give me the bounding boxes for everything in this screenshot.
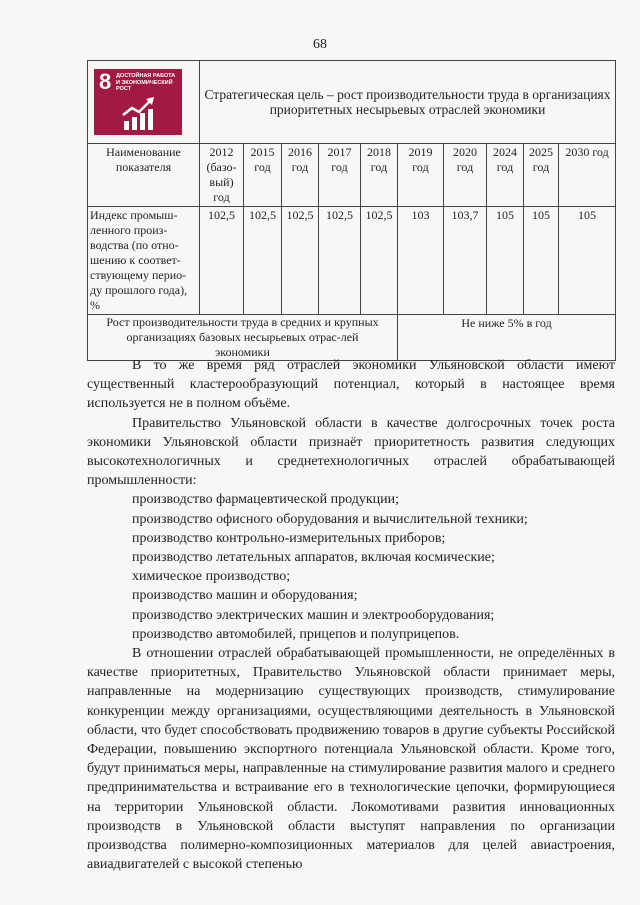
year-header: 2025 год [524, 144, 559, 207]
list-item: производство фармацевтической продукции; [132, 492, 400, 508]
year-header: 2017 год [319, 144, 361, 207]
value-cell: 103,7 [444, 207, 487, 315]
body-text [87, 356, 615, 874]
row-label: Индекс промыш-ленного произ-водства (по отно-шению к соответ-ствующему перио-ду прошлого года), % [88, 207, 200, 315]
list-item: производство офисного оборудования и вычислительной техники; [132, 511, 528, 527]
page-number: 68 [313, 37, 327, 52]
sdg-8-logo [94, 69, 182, 135]
value-cell: 105 [487, 207, 524, 315]
sdg-number: 8 [99, 69, 112, 94]
year-header: 2019 год [398, 144, 444, 207]
sdg-logo-cell [88, 61, 200, 144]
year-header: 2012 (базо-вый) год [200, 144, 244, 207]
header-indicator-label: Наименование показателя [88, 144, 200, 207]
list-item: производство контрольно-измерительных приборов; [132, 530, 446, 546]
sdg-label: ДОСТОЙНАЯ РАБОТА И ЭКОНОМИЧЕСКИЙ РОСТ [116, 73, 176, 92]
value-cell: 103 [398, 207, 444, 315]
value-cell: 102,5 [200, 207, 244, 315]
strategic-goal-table [87, 60, 616, 361]
value-cell: 102,5 [319, 207, 361, 315]
value-cell: 105 [524, 207, 559, 315]
year-header: 2015 год [244, 144, 282, 207]
value-cell: 102,5 [282, 207, 319, 315]
paragraph: Правительство Ульяновской области в качестве долгосрочных точек роста экономики Ульяновской области признаёт приоритетность развития следующих высокотехнологичных и среднетехнологичных отраслей обрабатывающей промышленности: [87, 415, 615, 489]
year-header: 2020 год [444, 144, 487, 207]
goal-title: Стратегическая цель – рост производительности труда в организациях приоритетных несырьевых отраслей экономики [200, 61, 616, 144]
year-header: 2018 год [361, 144, 398, 207]
growth-chart-icon [122, 97, 156, 131]
value-cell: 102,5 [244, 207, 282, 315]
list-item: производство электрических машин и электрооборудования; [132, 607, 495, 623]
table-row [88, 207, 616, 315]
footer-value: Не ниже 5% в год [398, 315, 616, 361]
list-item: производство летательных аппаратов, включая космические; [132, 550, 495, 566]
paragraph: В отношении отраслей обрабатывающей промышленности, не определённых в качестве приоритетных, Правительство Ульяновской области принимает меры, направленные на модернизацию существующих производств, стимулирование конкуренции между организациями, осуществляющими деятельность в Ульяновской области, что будет способствовать продвижению товаров в другие субъекты Российской Федерации, повышению экспортного потенциала Ульяновской области. Кроме того, будут приниматься меры, направленные на стимулирование развития малого и среднего предпринимательства и встраивание его в технологические цепочки, формирующиеся на территории Ульяновской области. Локомотивами развития инновационных производств в Ульяновской области выступят направления по организации производства полимерно-композиционных материалов для целей авиастроения, авиадвигателей с высокой степенью [87, 646, 615, 873]
value-cell: 105 [559, 207, 616, 315]
footer-row [88, 315, 616, 361]
list-item: химическое производство; [132, 569, 291, 585]
list-item: производство автомобилей, прицепов и полуприцепов. [132, 626, 460, 642]
paragraph: В то же время ряд отраслей экономики Ульяновской области имеют существенный кластерообразующий потенциал, который в настоящее время используется не в полном объёме. [87, 358, 615, 412]
year-header: 2030 год [559, 144, 616, 207]
value-cell: 102,5 [361, 207, 398, 315]
year-header: 2016 год [282, 144, 319, 207]
list-item: производство машин и оборудования; [132, 588, 358, 604]
footer-label: Рост производительности труда в средних и крупных организациях базовых несырьевых отрас-лей экономики [88, 315, 398, 361]
header-row [88, 144, 616, 207]
year-header: 2024 год [487, 144, 524, 207]
